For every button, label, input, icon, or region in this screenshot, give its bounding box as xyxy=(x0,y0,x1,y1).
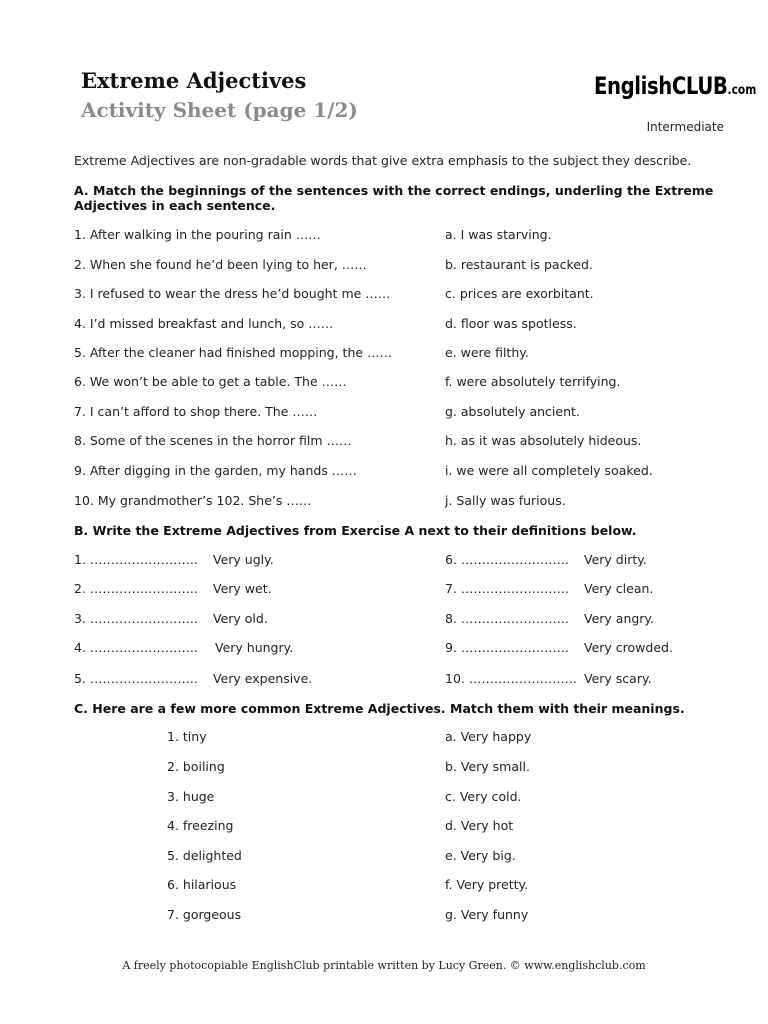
definition-text: Very expensive. xyxy=(213,671,313,686)
worksheet-subtitle: Activity Sheet (page 1/2) xyxy=(81,98,358,122)
adjective-meaning: b. Very small. xyxy=(445,759,530,774)
extreme-adjective: 3. huge xyxy=(167,789,215,804)
sentence-beginning: 3. I refused to wear the dress he’d bought me …… xyxy=(74,286,391,301)
blank-line: 8. …………………….. xyxy=(445,611,569,626)
blank-line: 5. …………………….. xyxy=(74,671,198,686)
blank-line: 2. …………………….. xyxy=(74,581,198,596)
sentence-beginning: 2. When she found he’d been lying to her, …… xyxy=(74,257,367,272)
extreme-adjective: 7. gorgeous xyxy=(167,907,242,922)
intro-text: Extreme Adjectives are non-gradable words that give extra emphasis to the subject they describe. xyxy=(74,153,692,168)
sentence-ending: h. as it was absolutely hideous. xyxy=(445,433,642,448)
worksheet-title: Extreme Adjectives xyxy=(81,68,307,93)
adjective-meaning: d. Very hot xyxy=(445,818,514,833)
section-c-heading: C. Here are a few more common Extreme Adjectives. Match them with their meanings. xyxy=(74,701,685,716)
level-label: Intermediate xyxy=(646,120,724,134)
logo-domain-text: .com xyxy=(727,83,757,98)
extreme-adjective: 5. delighted xyxy=(167,848,242,863)
blank-line: 10. …………………….. xyxy=(445,671,577,686)
blank-line: 9. …………………….. xyxy=(445,640,569,655)
adjective-meaning: e. Very big. xyxy=(445,848,516,863)
definition-text: Very angry. xyxy=(584,611,655,626)
sentence-beginning: 1. After walking in the pouring rain …… xyxy=(74,227,321,242)
englishclub-logo xyxy=(594,74,756,98)
adjective-meaning: f. Very pretty. xyxy=(445,877,529,892)
sentence-beginning: 7. I can’t afford to shop there. The …… xyxy=(74,404,318,419)
sentence-ending: j. Sally was furious. xyxy=(445,493,566,508)
sentence-beginning: 9. After digging in the garden, my hands …… xyxy=(74,463,357,478)
adjective-meaning: c. Very cold. xyxy=(445,789,522,804)
sentence-ending: a. I was starving. xyxy=(445,227,552,242)
sentence-ending: d. floor was spotless. xyxy=(445,316,577,331)
definition-text: Very hungry. xyxy=(215,640,294,655)
sentence-ending: b. restaurant is packed. xyxy=(445,257,593,272)
footer-credit: A freely photocopiable EnglishClub printable written by Lucy Green. © www.englishclub.com xyxy=(122,959,646,972)
definition-text: Very wet. xyxy=(213,581,272,596)
section-b-heading: B. Write the Extreme Adjectives from Exercise A next to their definitions below. xyxy=(74,523,637,538)
section-a-heading: A. Match the beginnings of the sentences with the correct endings, underling the Extreme Adjectives in each sentence. xyxy=(74,183,714,213)
blank-line: 6. …………………….. xyxy=(445,552,569,567)
definition-text: Very crowded. xyxy=(584,640,673,655)
adjective-meaning: a. Very happy xyxy=(445,729,532,744)
sentence-beginning: 10. My grandmother’s 102. She’s …… xyxy=(74,493,312,508)
extreme-adjective: 4. freezing xyxy=(167,818,234,833)
sentence-beginning: 4. I’d missed breakfast and lunch, so …… xyxy=(74,316,334,331)
blank-line: 7. …………………….. xyxy=(445,581,569,596)
extreme-adjective: 2. boiling xyxy=(167,759,225,774)
sentence-ending: c. prices are exorbitant. xyxy=(445,286,594,301)
blank-line: 3. …………………….. xyxy=(74,611,198,626)
sentence-ending: f. were absolutely terrifying. xyxy=(445,374,621,389)
blank-line: 4. …………………….. xyxy=(74,640,198,655)
definition-text: Very clean. xyxy=(584,581,654,596)
definition-text: Very dirty. xyxy=(584,552,647,567)
sentence-ending: e. were filthy. xyxy=(445,345,529,360)
sentence-ending: g. absolutely ancient. xyxy=(445,404,580,419)
definition-text: Very scary. xyxy=(584,671,652,686)
adjective-meaning: g. Very funny xyxy=(445,907,529,922)
extreme-adjective: 6. hilarious xyxy=(167,877,237,892)
sentence-beginning: 8. Some of the scenes in the horror film …… xyxy=(74,433,352,448)
definition-text: Very ugly. xyxy=(213,552,274,567)
logo-main-text: EnglishCLUB xyxy=(594,72,728,100)
sentence-ending: i. we were all completely soaked. xyxy=(445,463,653,478)
blank-line: 1. …………………….. xyxy=(74,552,198,567)
sentence-beginning: 6. We won’t be able to get a table. The …… xyxy=(74,374,347,389)
definition-text: Very old. xyxy=(213,611,268,626)
sentence-beginning: 5. After the cleaner had finished mopping, the …… xyxy=(74,345,393,360)
extreme-adjective: 1. tiny xyxy=(167,729,207,744)
